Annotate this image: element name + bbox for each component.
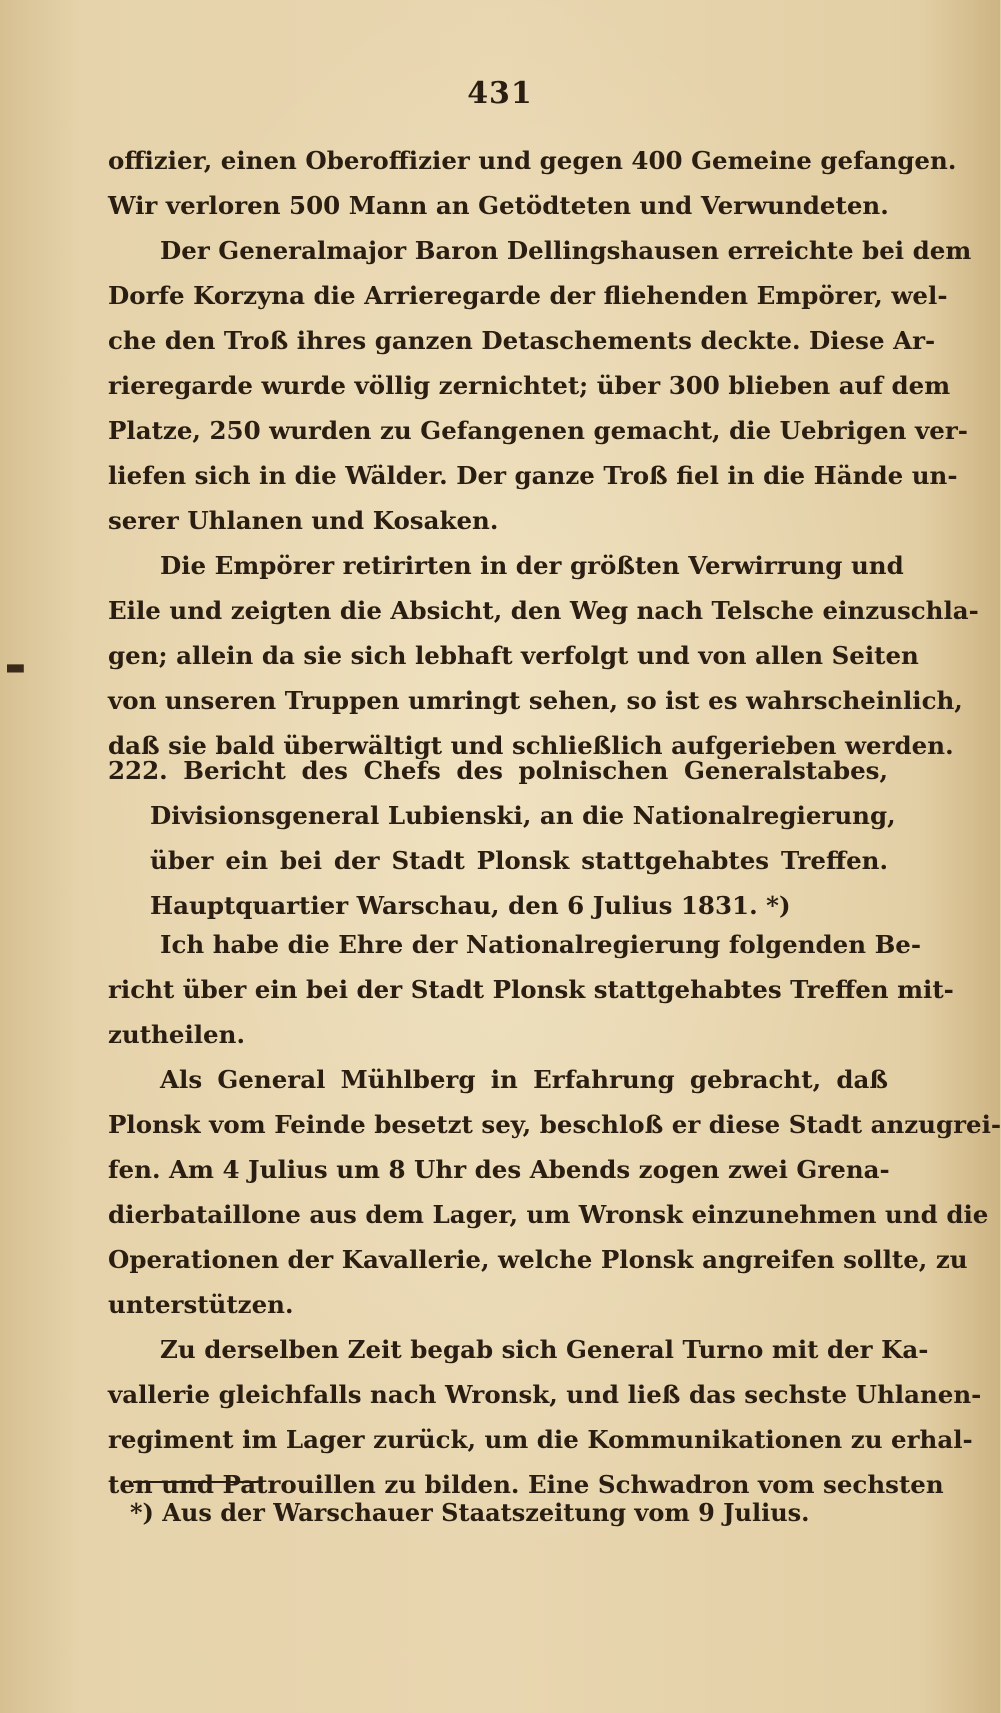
text-line: vallerie gleichfalls nach Wronsk, und ließ das sechste Uhlanen- [108, 1380, 982, 1409]
text-line: daß sie bald überwältigt und schließlich aufgerieben werden. [108, 731, 954, 760]
heading-line: Hauptquartier Warschau, den 6 Julius 1831. *) [150, 891, 791, 920]
text-line: Operationen der Kavallerie, welche Plonsk angreifen sollte, zu [108, 1245, 968, 1274]
text-line: Plonsk vom Feinde besetzt sey, beschloß er diese Stadt anzugrei- [108, 1110, 1001, 1139]
margin-dash-mark: ▬ [5, 655, 26, 680]
heading-line: Divisionsgeneral Lubienski, an die Nationalregierung, [150, 801, 896, 830]
paragraph-start-line: Als General Mühlberg in Erfahrung gebracht, daß [160, 1065, 888, 1094]
section-3-text [108, 922, 1001, 1507]
text-line: von unseren Truppen umringt sehen, so ist es wahrscheinlich, [108, 686, 963, 715]
text-line: serer Uhlanen und Kosaken. [108, 506, 499, 535]
text-line: regiment im Lager zurück, um die Kommunikationen zu erhal- [108, 1425, 973, 1454]
text-line: liefen sich in die Wälder. Der ganze Troß fiel in die Hände un- [108, 461, 958, 490]
text-line: che den Troß ihres ganzen Detaschements deckte. Diese Ar- [108, 326, 936, 355]
text-line: unterstützen. [108, 1290, 294, 1319]
text-line: richt über ein bei der Stadt Plonsk stattgehabtes Treffen mit- [108, 975, 954, 1004]
heading-line: 222. Bericht des Chefs des polnischen Generalstabes, [108, 756, 888, 785]
text-line: ten und Patrouillen zu bilden. Eine Schwadron vom sechsten [108, 1470, 944, 1499]
paragraph-start-line: Zu derselben Zeit begab sich General Turno mit der Ka- [160, 1335, 929, 1364]
text-line: zutheilen. [108, 1020, 245, 1049]
text-line: Eile und zeigten die Absicht, den Weg nach Telsche einzuschla- [108, 596, 979, 625]
text-line: Platze, 250 wurden zu Gefangenen gemacht, die Uebrigen ver- [108, 416, 968, 445]
text-line: gen; allein da sie sich lebhaft verfolgt und von allen Seiten [108, 641, 919, 670]
heading-line: über ein bei der Stadt Plonsk stattgehabtes Treffen. [150, 846, 888, 875]
footnote-divider [133, 1481, 263, 1483]
paragraph-start-line: Ich habe die Ehre der Nationalregierung folgenden Be- [160, 930, 922, 959]
page-number: 431 [467, 76, 533, 111]
section-1-text [108, 138, 979, 768]
text-line: Dorfe Korzyna die Arrieregarde der fliehenden Empörer, wel- [108, 281, 948, 310]
report-heading [108, 748, 896, 928]
text-line: dierbataillone aus dem Lager, um Wronsk einzunehmen und die [108, 1200, 989, 1229]
text-line: offizier, einen Oberoffizier und gegen 400 Gemeine gefangen. [108, 146, 957, 175]
paragraph-start-line: Die Empörer retirirten in der größten Verwirrung und [160, 551, 904, 580]
text-line: rieregarde wurde völlig zernichtet; über 300 blieben auf dem [108, 371, 951, 400]
text-line: Wir verloren 500 Mann an Getödteten und Verwundeten. [108, 191, 889, 220]
footnote: *) Aus der Warschauer Staatszeitung vom 9 Julius. [130, 1498, 810, 1527]
paragraph-start-line: Der Generalmajor Baron Dellingshausen erreichte bei dem [160, 236, 972, 265]
text-line: fen. Am 4 Julius um 8 Uhr des Abends zogen zwei Grena- [108, 1155, 890, 1184]
